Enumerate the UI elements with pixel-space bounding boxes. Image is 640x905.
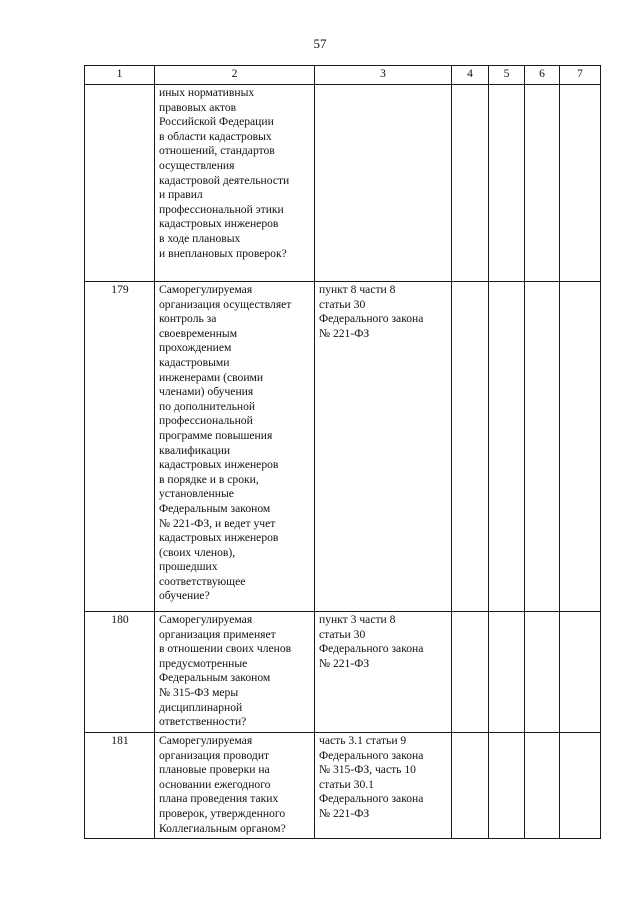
question-text: Саморегулируемая организация применяет в отношении своих членов предусмотренные Федеральным законом № 315-ФЗ меры дисциплинарной ответственности?	[155, 612, 315, 733]
empty-cell	[452, 85, 489, 282]
table-row	[85, 612, 601, 733]
column-header: 5	[489, 66, 525, 85]
column-header: 1	[85, 66, 155, 85]
empty-cell	[525, 733, 560, 839]
row-number: 180	[85, 612, 155, 733]
empty-cell	[489, 85, 525, 282]
column-header: 6	[525, 66, 560, 85]
table-row	[85, 282, 601, 612]
empty-cell	[560, 282, 601, 612]
empty-cell	[560, 733, 601, 839]
column-header: 4	[452, 66, 489, 85]
checklist-table	[84, 65, 601, 839]
column-header: 2	[155, 66, 315, 85]
table-row	[85, 733, 601, 839]
empty-cell	[560, 85, 601, 282]
empty-cell	[452, 612, 489, 733]
column-header: 7	[560, 66, 601, 85]
empty-cell	[452, 733, 489, 839]
question-text: иных нормативных правовых актов Российской Федерации в области кадастровых отношений, стандартов осуществления кадастровой деятельности и правил профессиональной этики кадастровых инженеров в ходе плановых и внеплановых проверок?	[155, 85, 315, 282]
empty-cell	[489, 282, 525, 612]
page-number: 57	[313, 36, 327, 51]
empty-cell	[525, 85, 560, 282]
empty-cell	[489, 733, 525, 839]
row-number: 179	[85, 282, 155, 612]
table-header-row	[85, 66, 601, 85]
row-number: 181	[85, 733, 155, 839]
table-row	[85, 85, 601, 282]
legal-reference	[315, 85, 452, 282]
empty-cell	[560, 612, 601, 733]
empty-cell	[452, 282, 489, 612]
row-number	[85, 85, 155, 282]
column-header: 3	[315, 66, 452, 85]
empty-cell	[525, 612, 560, 733]
question-text: Саморегулируемая организация осуществляет контроль за своевременным прохождением кадастровыми инженерами (своими членами) обучения по дополнительной профессиональной программе повышения квалификации кадастровых инженеров в порядке и в сроки, установленные Федеральным законом № 221-ФЗ, и ведет учет кадастровых инженеров (своих членов), прошедших соответствующее обучение?	[155, 282, 315, 612]
legal-reference: часть 3.1 статьи 9 Федерального закона № 315-ФЗ, часть 10 статьи 30.1 Федерального закона № 221-ФЗ	[315, 733, 452, 839]
question-text: Саморегулируемая организация проводит плановые проверки на основании ежегодного плана проведения таких проверок, утвержденного Коллегиальным органом?	[155, 733, 315, 839]
legal-reference: пункт 3 части 8 статьи 30 Федерального закона № 221-ФЗ	[315, 612, 452, 733]
empty-cell	[525, 282, 560, 612]
legal-reference: пункт 8 части 8 статьи 30 Федерального закона № 221-ФЗ	[315, 282, 452, 612]
empty-cell	[489, 612, 525, 733]
